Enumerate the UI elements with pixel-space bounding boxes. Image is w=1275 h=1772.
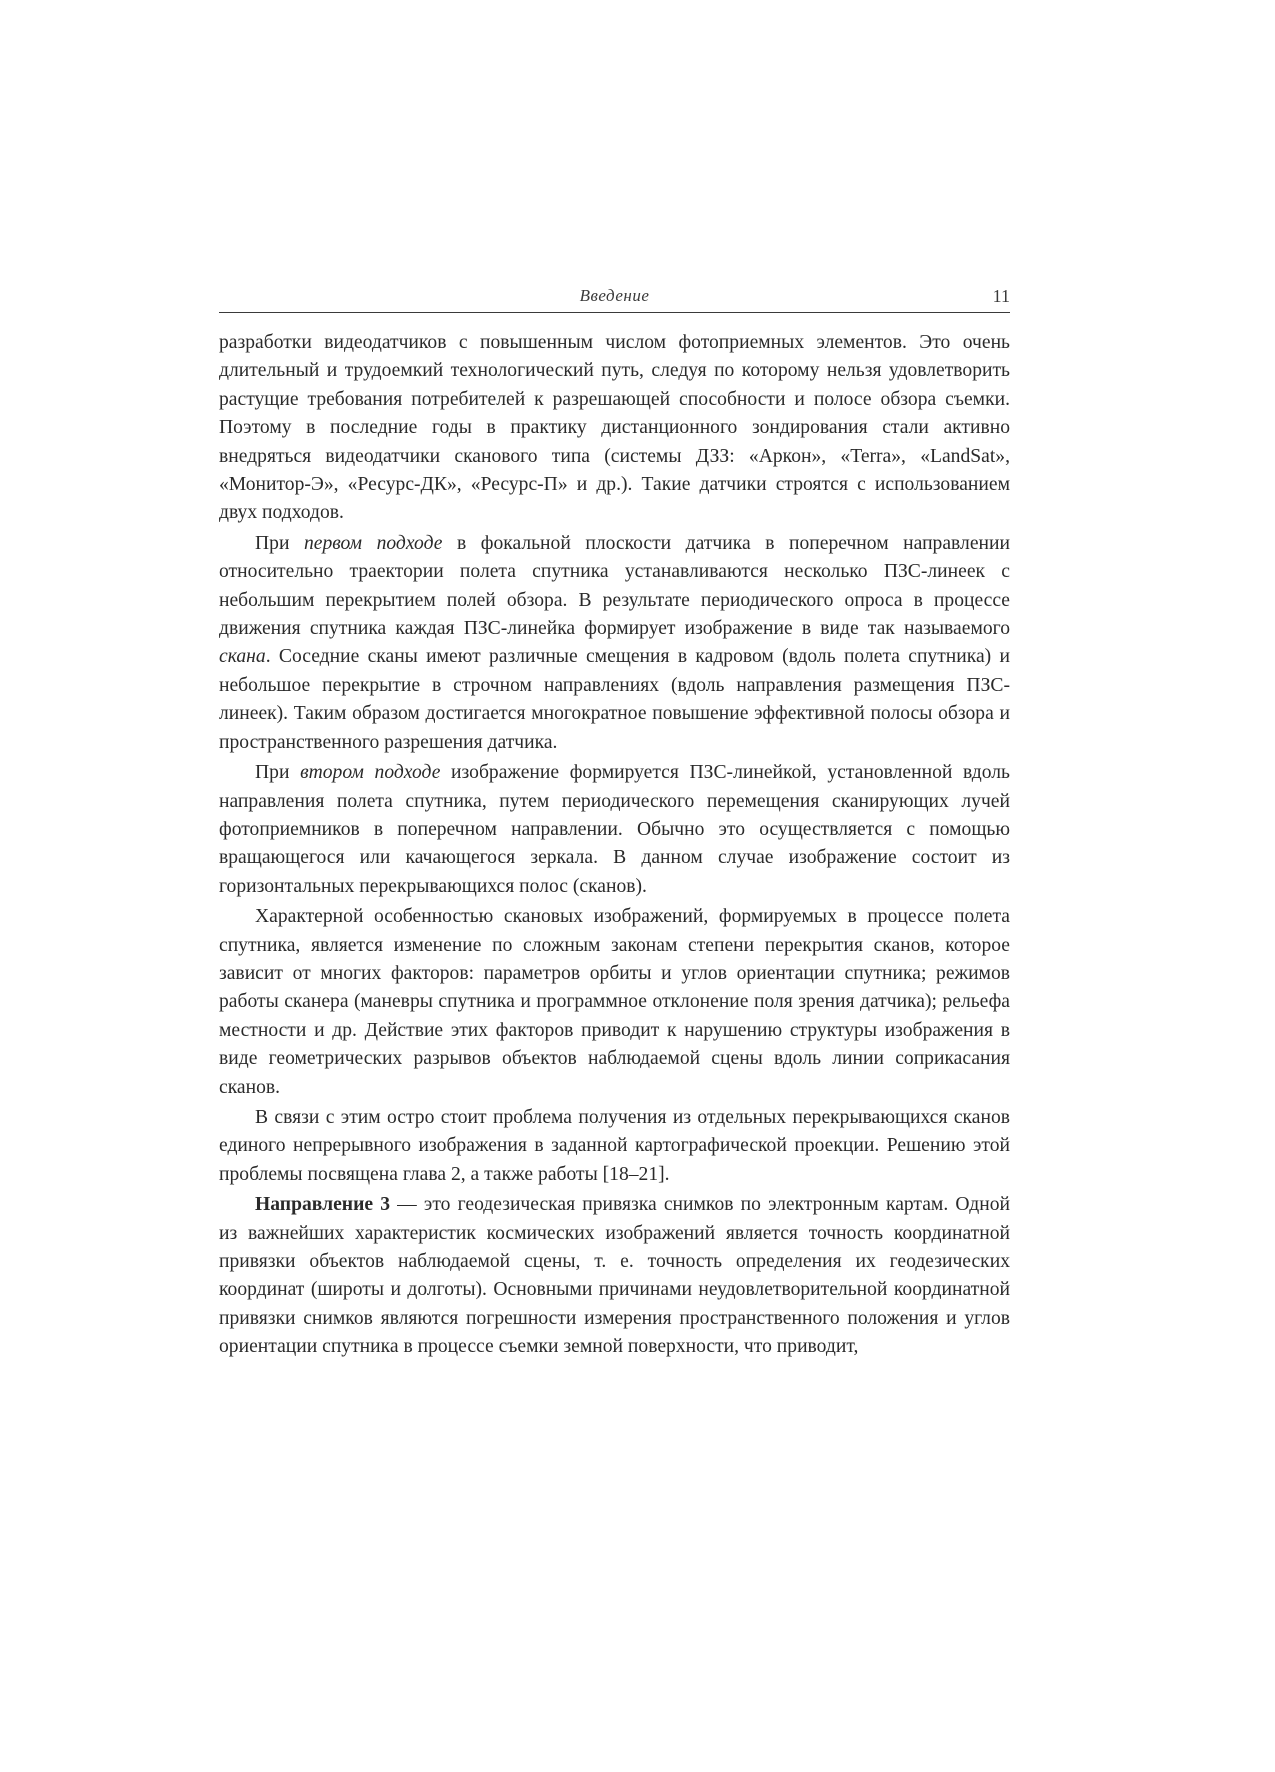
paragraph-text: разработки видеодатчиков с повышенным числом фотоприемных элементов. Это очень длительный и трудоемкий технологический путь, следуя по которому нельзя удовлетворить растущие требования потребителей к разрешающей способности и полосе обзора съемки. Поэтому в последние годы в практику дистанционного зондирования стали активно внедряться видеодатчики сканового типа (системы ДЗЗ: «Аркон», «Terra», «LandSat», «Монитор-Э», «Ресурс-ДК», «Ресурс-П» и др.). Такие датчики строятся с использованием двух подходов.: [219, 332, 1010, 524]
paragraph-text: — это геодезическая привязка снимков по электронным картам. Одной из важнейших характеристик космических изображений является точность координатной привязки объектов наблюдаемой сцены, т. е. точность определения их геодезических координат (широты и долготы). Основными причинами неудовлетворительной координатной привязки снимков являются погрешности измерения пространственного положения и углов ориентации спутника в процессе съемки земной поверхности, что приводит,: [219, 1194, 1011, 1358]
running-header: [219, 284, 1010, 308]
running-header-title: Введение: [579, 286, 650, 305]
page-number: 11: [992, 286, 1010, 306]
paragraph-lead: При: [255, 532, 304, 554]
paragraph-text: в фокальной плоскости датчика в поперечном направлении относительно траектории полета спутника устанавливаются несколько ПЗС-линеек с небольшим перекрытием полей обзора. В результате периодического опроса в процессе движения спутника каждая ПЗС-линейка формирует изображение в виде так называемого: [219, 532, 1010, 640]
paragraph: [219, 530, 1010, 757]
paragraph-text: . Соседние сканы имеют различные смещения в кадровом (вдоль полета спутника) и небольшое перекрытие в строчном направлениях (вдоль направления размещения ПЗС-линеек). Таким образом достигается многократное повышение эффективной полосы обзора и пространственного разрешения датчика.: [219, 646, 1010, 753]
paragraph: [219, 329, 1010, 528]
bold-run-in-heading: Направление 3: [255, 1194, 391, 1216]
paragraph: [219, 1191, 1010, 1361]
paragraph-text: Характерной особенностью скановых изображений, формируемых в процессе полета спутника, является изменение по сложным законам степени перекрытия сканов, которое зависит от многих факторов: параметров орбиты и углов ориентации спутника; режимов работы сканера (маневры спутника и программное отклонение поля зрения датчика); рельефа местности и др. Действие этих факторов приводит к нарушению структуры изображения в виде геометрических разрывов объектов наблюдаемой сцены вдоль линии соприкасания сканов.: [219, 906, 1010, 1098]
emphasized-term: первом подходе: [303, 532, 443, 554]
body-text: [219, 329, 1010, 1362]
header-rule: [219, 312, 1010, 313]
book-page: [219, 284, 1010, 1362]
paragraph: [219, 903, 1010, 1102]
paragraph-lead: При: [255, 762, 301, 784]
paragraph: [219, 759, 1010, 901]
emphasized-term: втором подходе: [300, 762, 441, 784]
paragraph-text: изображение формируется ПЗС-линейкой, установленной вдоль направления полета спутника, путем периодического перемещения сканирующих лучей фотоприемников в поперечном направлении. Обычно это осуществляется с помощью вращающегося или качающегося зеркала. В данном случае изображение состоит из горизонтальных перекрывающихся полос (сканов).: [219, 762, 1010, 897]
paragraph-text: В связи с этим остро стоит проблема получения из отдельных перекрывающихся сканов единого непрерывного изображения в заданной картографической проекции. Решению этой проблемы посвящена глава 2, а также работы [18–21].: [219, 1106, 1010, 1185]
emphasized-term: скана: [219, 646, 266, 668]
paragraph: [219, 1104, 1010, 1189]
